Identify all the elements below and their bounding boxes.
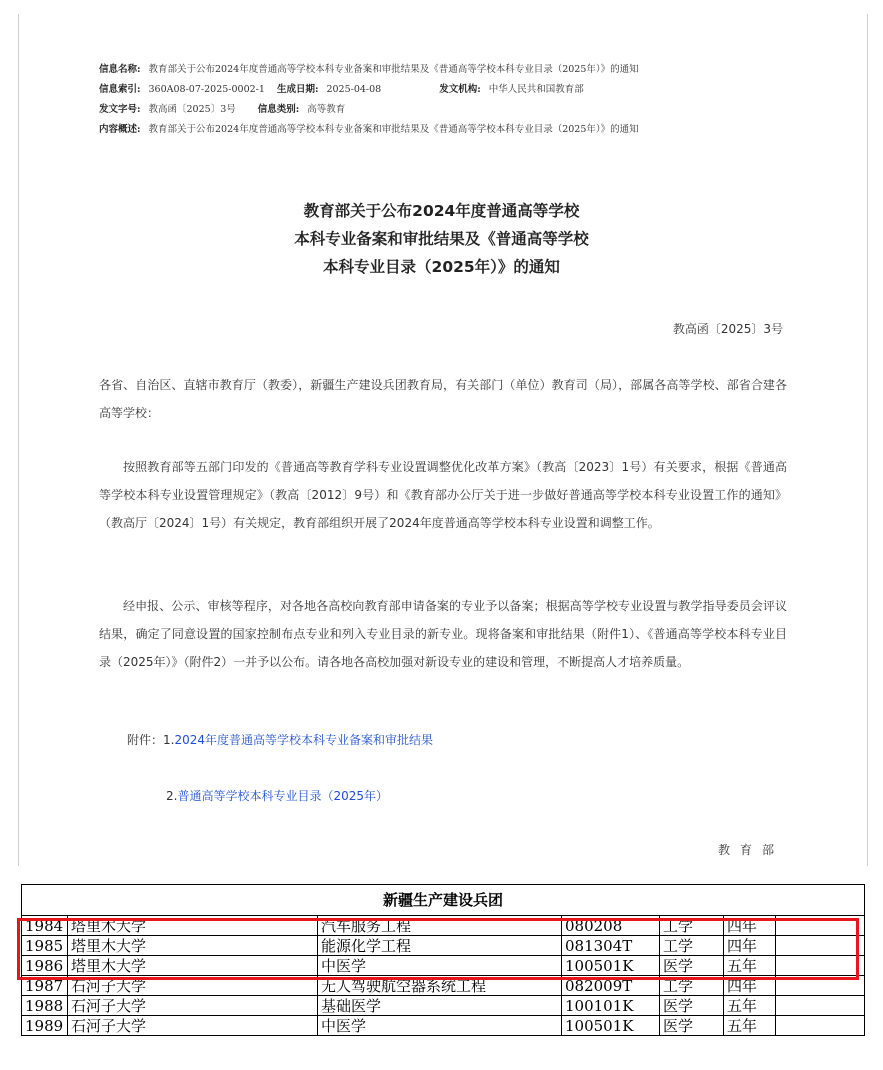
meta-issuer-label: 发文机构: [439,84,481,95]
body-paragraph-2: 经申报、公示、审核等程序，对各地各高校向教育部申请备案的专业予以备案；根据高等学校专业设置与教学指导委员会评议结果，确定了同意设置的国家控制布点专业和列入专业目录的新专业。现将备案和审批结果（附件1）、《普通高等学校本科专业目录（2025年）》（附件2）一并予以公布。请各地各高校加强对新设专业的建设和管理，不断提高人才培养质量。 [99,599,787,669]
cell-blank [776,936,865,956]
cell-years: 五年 [724,996,776,1016]
title-line-1: 教育部关于公布2024年度普通高等学校 [303,202,580,220]
meta-category-label: 信息类别: [257,104,300,115]
meta-issuer-value: 中华人民共和国教育部 [488,84,584,95]
cell-years: 四年 [724,976,776,996]
attachment-item-2 [166,787,388,804]
cell-code: 080208 [562,916,660,936]
meta-name-value: 教育部关于公布2024年度普通高等学校本科专业备案和审批结果及《普通高等学校本科专业目录（2025年）》的通知 [148,64,639,75]
cell-code: 100101K [562,996,660,1016]
body-paragraph-1: 按照教育部等五部门印发的《普通高等教育学科专业设置调整优化改革方案》（教高〔2023〕1号）有关要求，根据《普通高等学校本科专业设置管理规定》（教高〔2012〕9号）和《教育部办公厅关于进一步做好普通高等学校本科专业设置工作的通知》（教高厅〔2024〕1号）有关规定，教育部组织开展了2024年度普通高等学校本科专业设置和调整工作。 [99,460,787,530]
table-row [22,956,865,976]
signature: 教育部 [717,843,784,857]
meta-index-label: 信息索引: [99,84,141,95]
cell-school: 塔里木大学 [68,956,318,976]
cell-blank [776,996,865,1016]
meta-index-row [99,80,799,100]
cell-blank [776,916,865,936]
meta-docnum-label: 发文字号: [99,104,141,115]
cell-years: 四年 [724,936,776,956]
attachment-label: 附件： [127,733,164,747]
table-row [22,916,865,936]
cell-blank [776,1016,865,1036]
table-group-row [22,885,865,916]
group-name: 新疆生产建设兵团 [22,885,865,916]
table-row [22,976,865,996]
cell-code: 100501K [562,956,660,976]
cell-no: 1988 [22,996,68,1016]
table-row [22,996,865,1016]
cell-no: 1987 [22,976,68,996]
info-metadata [99,60,799,140]
cell-blank [776,976,865,996]
table-row [22,1016,865,1036]
attachment-2-number: 2. [166,789,178,803]
cell-code: 081304T [562,936,660,956]
cell-discipline: 医学 [660,956,724,976]
salutation-paragraph: 各省、自治区、直辖市教育厅（教委），新疆生产建设兵团教育局，有关部门（单位）教育司（局），部属各高等学校、部省合建各高等学校： [99,378,787,420]
meta-date-value: 2025-04-08 [326,84,382,95]
cell-school: 塔里木大学 [68,916,318,936]
cell-blank [776,956,865,976]
cell-years: 四年 [724,916,776,936]
cell-no: 1984 [22,916,68,936]
cell-code: 082009T [562,976,660,996]
meta-category-value: 高等教育 [307,104,346,115]
cell-discipline: 医学 [660,996,724,1016]
cell-no: 1986 [22,956,68,976]
meta-docnum-value: 教高函〔2025〕3号 [148,104,236,115]
attachment-1-number: 1. [163,733,175,747]
meta-name-label: 信息名称: [99,64,141,75]
cell-discipline: 工学 [660,936,724,956]
table-row [22,936,865,956]
cell-school: 石河子大学 [68,976,318,996]
meta-summary-value: 教育部关于公布2024年度普通高等学校本科专业备案和审批结果及《普通高等学校本科专业目录（2025年）》的通知 [148,124,639,135]
meta-name-row [99,60,799,80]
document-number: 教高函〔2025〕3号 [672,322,783,336]
cell-discipline: 工学 [660,916,724,936]
cell-school: 石河子大学 [68,996,318,1016]
cell-no: 1985 [22,936,68,956]
notice-title [0,197,883,281]
meta-docnum-row [99,100,799,120]
meta-summary-label: 内容概述: [99,124,141,135]
meta-index-value: 360A08-07-2025-0002-1 [148,84,265,95]
cell-major: 汽车服务工程 [318,916,562,936]
section-separator [0,866,883,884]
attachment-2-link[interactable]: 普通高等学校本科专业目录（2025年） [177,789,388,803]
cell-school: 塔里木大学 [68,936,318,956]
cell-major: 中医学 [318,956,562,976]
title-line-2: 本科专业备案和审批结果及《普通高等学校 [294,230,589,248]
cell-major: 能源化学工程 [318,936,562,956]
cell-major: 基础医学 [318,996,562,1016]
cell-major: 无人驾驶航空器系统工程 [318,976,562,996]
cell-school: 石河子大学 [68,1016,318,1036]
meta-summary-row [99,120,799,140]
meta-date-label: 生成日期: [276,84,319,95]
major-table [21,884,865,1036]
cell-code: 100501K [562,1016,660,1036]
result-table-excerpt [21,884,864,1036]
cell-years: 五年 [724,1016,776,1036]
cell-years: 五年 [724,956,776,976]
title-line-3: 本科专业目录（2025年）》的通知 [323,258,560,276]
cell-discipline: 医学 [660,1016,724,1036]
attachment-1-link[interactable]: 2024年度普通高等学校本科专业备案和审批结果 [174,733,434,747]
attachment-item-1 [127,731,433,748]
cell-no: 1989 [22,1016,68,1036]
cell-major: 中医学 [318,1016,562,1036]
cell-discipline: 工学 [660,976,724,996]
